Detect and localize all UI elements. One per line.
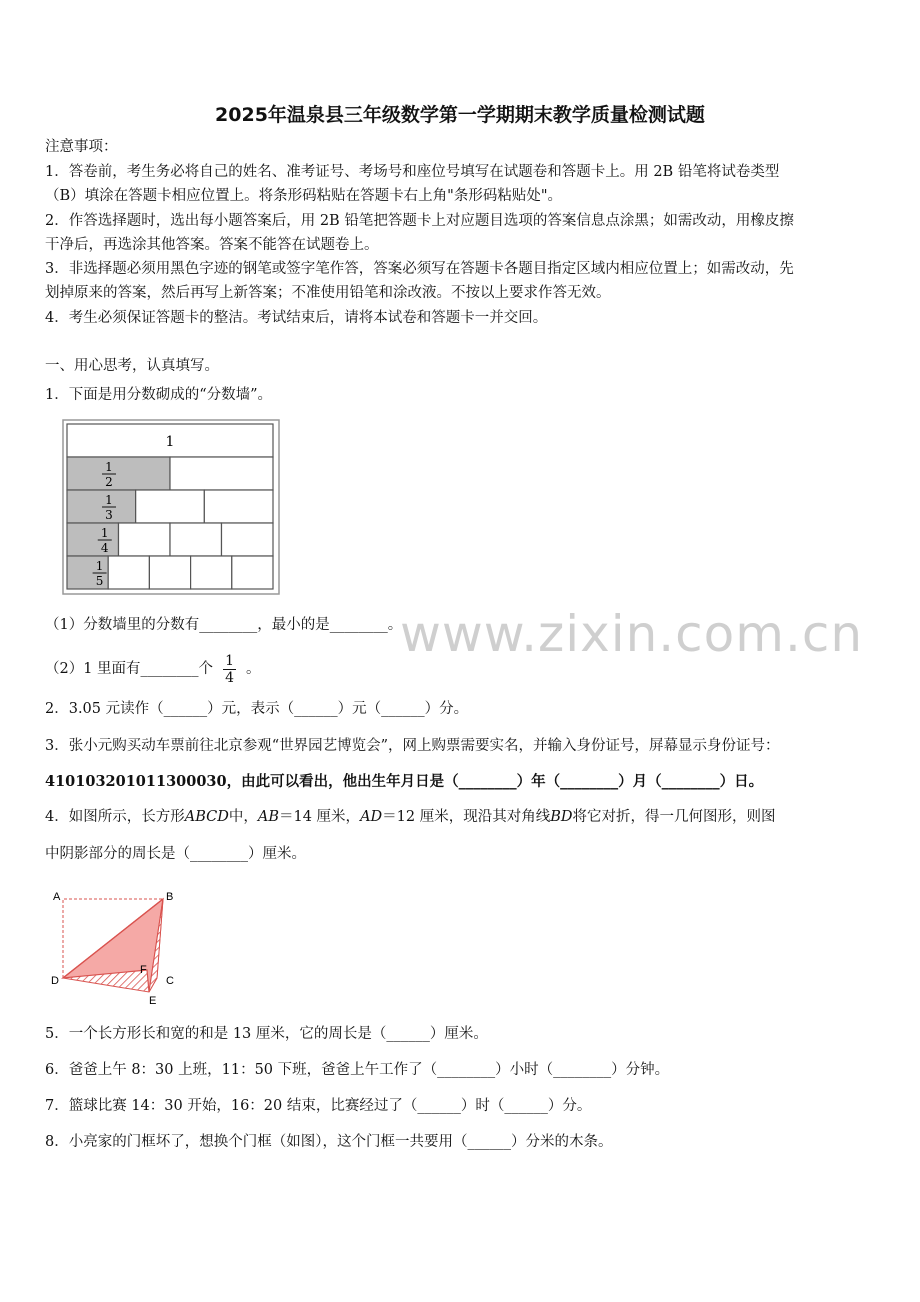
question-2: 2．3.05 元读作（______）元，表示（______）元（______）分。: [45, 701, 469, 717]
q4-text: 4．如图所示，长方形: [45, 809, 185, 825]
q4-ab: AB: [257, 809, 279, 825]
wall-cell: [170, 457, 273, 490]
wall-cell: [232, 556, 273, 589]
question-5: 5．一个长方形长和宽的和是 13 厘米，它的周长是（______）厘米。: [45, 1026, 488, 1042]
wall-denominator: 3: [105, 508, 113, 522]
q4-text: ＝14 厘米，: [279, 809, 361, 825]
q4-bd: BD: [550, 809, 573, 825]
wall-numerator: 1: [100, 526, 109, 540]
question-6: 6．爸爸上午 8：30 上班，11：50 下班，爸爸上午工作了（________）小时（________）分钟。: [45, 1062, 670, 1078]
q4-text: 中，: [228, 809, 258, 825]
wall-numerator: 1: [95, 559, 104, 573]
wall-cell: [108, 556, 149, 589]
label-a: A: [53, 891, 61, 903]
sub2-suffix: 。: [245, 661, 261, 677]
wall-cell: [67, 490, 136, 523]
question-7: 7．篮球比赛 14：30 开始，16：20 结束，比赛经过了（______）时（______）分。: [45, 1098, 592, 1114]
wall-cell: [191, 556, 232, 589]
q4-text: ＝12 厘米，现沿其对角线: [382, 809, 551, 825]
fraction-one-quarter: [223, 653, 236, 686]
question-3-line-2: 410103201011300030，由此可以看出，他出生年月日是（________）年（________）月（________）日。: [45, 773, 764, 790]
watermark: www.zixin.com.cn: [400, 605, 864, 663]
wall-cell: [204, 490, 273, 523]
question-8: 8．小亮家的门框坏了，想换个门框（如图），这个门框一共要用（______）分米的木条。: [45, 1134, 613, 1150]
notice-line: 划掉原来的答案，然后再写上新答案；不准使用铅笔和涂改液。不按以上要求作答无效。: [45, 285, 611, 301]
wall-numerator: 1: [105, 460, 113, 474]
label-c: C: [166, 975, 174, 987]
question-4-line-2: 中阴影部分的周长是（________）厘米。: [45, 846, 306, 862]
section-heading: 一、用心思考，认真填写。: [45, 358, 219, 374]
notice-line: （B）填涂在答题卡相应位置上。将条形码粘贴在答题卡右上角"条形码粘贴处"。: [45, 188, 562, 204]
notice-line: 4．考生必须保证答题卡的整洁。考试结束后，请将本试卷和答题卡一并交回。: [45, 310, 548, 326]
q4-text: 将它对折，得一几何图形，则图: [572, 809, 776, 825]
wall-denominator: 4: [100, 541, 109, 555]
notice-line: 2．作答选择题时，选出每小题答案后，用 2B 铅笔把答题卡上对应题目选项的答案信息点涂黑；如需改动，用橡皮擦: [45, 213, 794, 229]
fraction-denominator: 4: [225, 669, 234, 686]
q4-ad: AD: [360, 809, 383, 825]
fraction-wall: [62, 419, 280, 595]
page-title: 2025年温泉县三年级数学第一学期期末教学质量检测试题: [215, 104, 705, 126]
label-e: E: [149, 995, 157, 1007]
question-1-sub-1: （1）分数墙里的分数有________，最小的是________。: [45, 617, 403, 633]
wall-cell: [149, 556, 190, 589]
fraction-numerator: 1: [225, 652, 234, 669]
notice-heading: 注意事项：: [45, 139, 118, 155]
wall-numerator: 1: [105, 493, 113, 507]
question-1: 1．下面是用分数砌成的“分数墙”。: [45, 387, 273, 403]
wall-cell: [67, 457, 170, 490]
sub2-prefix: （2）1 里面有________个: [45, 661, 214, 677]
notice-line: 1．答卷前，考生务必将自己的姓名、准考证号、考场号和座位号填写在试题卷和答题卡上。用 2B 铅笔将试卷类型: [45, 164, 780, 180]
label-d: D: [51, 975, 59, 987]
wall-denominator: 5: [95, 574, 104, 588]
question-3-line-1: 3．张小元购买动车票前往北京参观“世界园艺博览会”，网上购票需要实名，并输入身份证号，屏幕显示身份证号：: [45, 738, 780, 754]
label-b: B: [166, 891, 174, 903]
q4-abcd: ABCD: [184, 809, 229, 825]
wall-cell: [222, 523, 274, 556]
wall-cell: [119, 523, 171, 556]
notice-line: 3．非选择题必须用黑色字迹的钢笔或签字笔作答，答案必须写在答题卡各题目指定区域内相应位置上；如需改动，先: [45, 261, 794, 277]
folded-rectangle-figure: [45, 884, 195, 1009]
question-4-line-1: [45, 806, 885, 828]
wall-denominator: 2: [105, 475, 113, 489]
label-f: F: [140, 964, 147, 976]
notice-line: 干净后，再选涂其他答案。答案不能答在试题卷上。: [45, 237, 379, 253]
wall-cell: [136, 490, 205, 523]
wall-cell: [170, 523, 222, 556]
wall-label-whole: 1: [165, 434, 175, 450]
